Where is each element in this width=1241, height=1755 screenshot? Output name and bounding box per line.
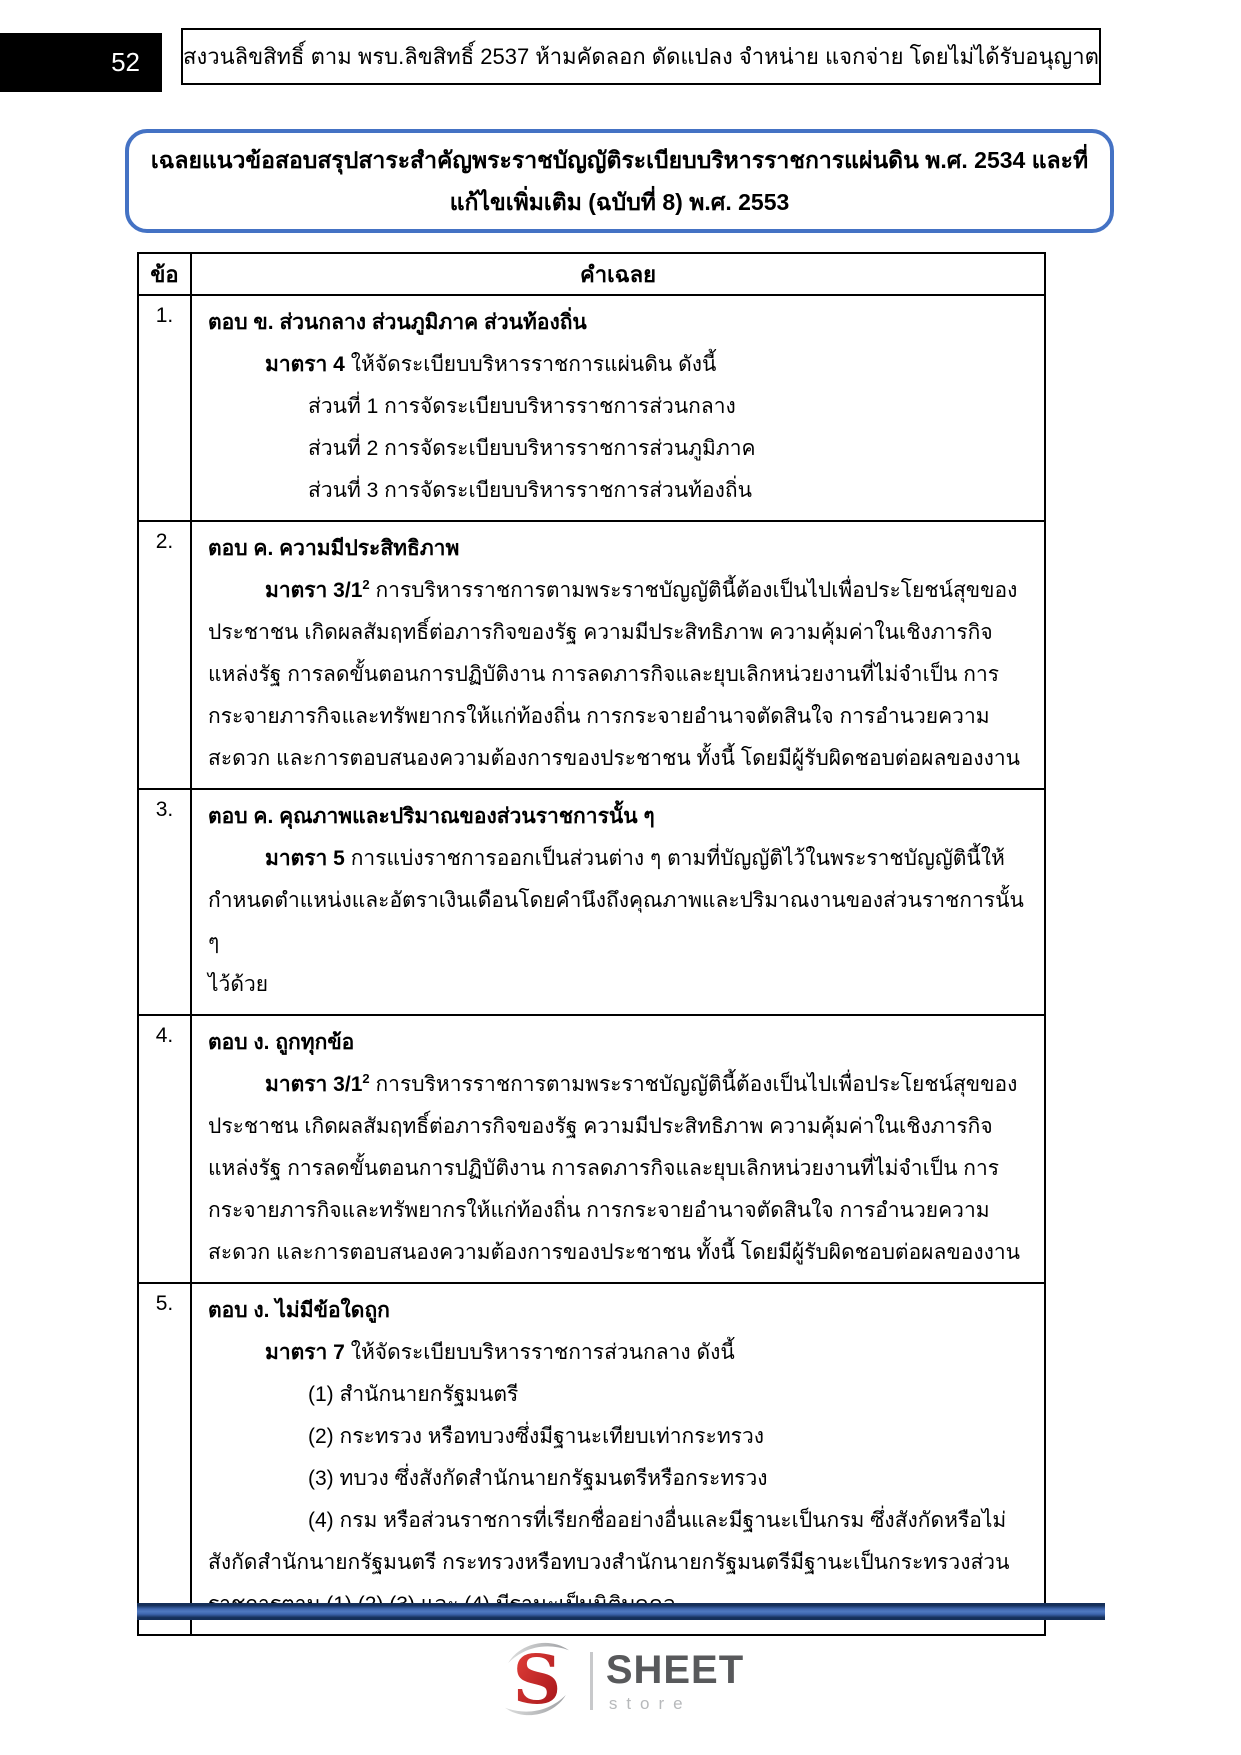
logo-text bbox=[606, 1650, 744, 1712]
answer-line: ส่วนที่ 1 การจัดระเบียบบริหารราชการส่วนกลาง bbox=[308, 395, 736, 418]
sheet-store-logo bbox=[0, 1636, 1241, 1726]
answer-cell bbox=[191, 1283, 1045, 1635]
answer-line: กระจายภารกิจและทรัพยากรให้แก่ท้องถิ่น การกระจายอำนาจตัดสินใจ การอำนวยความ bbox=[208, 705, 990, 728]
page-number: 52 bbox=[111, 47, 140, 77]
answer-table-body bbox=[138, 295, 1045, 1635]
answer-line: ประชาชน เกิดผลสัมฤทธิ์ต่อภารกิจของรัฐ ความมีประสิทธิภาพ ความคุ้มค่าในเชิงภารกิจ bbox=[208, 1115, 993, 1138]
answer-line: (4) กรม หรือส่วนราชการที่เรียกชื่ออย่างอื่นและมีฐานะเป็นกรม ซึ่งสังกัดหรือไม่ bbox=[308, 1509, 1007, 1532]
answer-line: ตอบ ข. ส่วนกลาง ส่วนภูมิภาค ส่วนท้องถิ่น bbox=[208, 311, 587, 334]
answer-line: (1) สำนักนายกรัฐมนตรี bbox=[308, 1383, 519, 1406]
answer-line: สังกัดสำนักนายกรัฐมนตรี กระทรวงหรือทบวงสำนักนายกรัฐมนตรีมีฐานะเป็นกระทรวงส่วน bbox=[208, 1551, 1010, 1574]
logo-sub-text: store bbox=[608, 1694, 692, 1713]
column-header-answer: คำเฉลย bbox=[191, 253, 1045, 295]
copyright-text: สงวนลิขสิทธิ์ ตาม พรบ.ลิขสิทธิ์ 2537 ห้ามคัดลอก ดัดแปลง จำหน่าย แจกจ่าย โดยไม่ได้รับอนุญาต bbox=[183, 44, 1099, 69]
answer-line: กำหนดตำแหน่งและอัตราเงินเดือนโดยคำนึงถึงคุณภาพและปริมาณงานของส่วนราชการนั้น ๆ bbox=[208, 889, 1024, 954]
answer-cell bbox=[191, 295, 1045, 521]
table-row bbox=[138, 295, 1045, 521]
answer-line: ส่วนที่ 2 การจัดระเบียบบริหารราชการส่วนภูมิภาค bbox=[308, 437, 756, 460]
column-header-number: ข้อ bbox=[138, 253, 191, 295]
logo-divider bbox=[590, 1652, 593, 1710]
logo-brand-text: SHEET bbox=[605, 1648, 745, 1692]
answer-line: (2) กระทรวง หรือทบวงซึ่งมีฐานะเทียบเท่ากระทรวง bbox=[308, 1425, 765, 1448]
page-title-line-1: เฉลยแนวข้อสอบสรุปสาระสำคัญพระราชบัญญัติระเบียบบริหารราชการแผ่นดิน พ.ศ. 2534 และที่ bbox=[150, 147, 1089, 173]
answer-line: ตอบ ค. คุณภาพและปริมาณของส่วนราชการนั้น ๆ bbox=[208, 805, 655, 828]
table-header-row bbox=[138, 253, 1045, 295]
answer-cell bbox=[191, 521, 1045, 789]
answer-line: ตอบ ค. ความมีประสิทธิภาพ bbox=[208, 537, 460, 560]
answer-cell bbox=[191, 789, 1045, 1015]
row-number: 1. bbox=[138, 295, 191, 521]
table-row bbox=[138, 1015, 1045, 1283]
answer-table bbox=[137, 252, 1046, 1636]
table-row bbox=[138, 521, 1045, 789]
answer-line: สะดวก และการตอบสนองความต้องการของประชาชน ทั้งนี้ โดยมีผู้รับผิดชอบต่อผลของงาน bbox=[208, 747, 1020, 770]
answer-cell bbox=[191, 1015, 1045, 1283]
answer-line: กระจายภารกิจและทรัพยากรให้แก่ท้องถิ่น การกระจายอำนาจตัดสินใจ การอำนวยความ bbox=[208, 1199, 990, 1222]
answer-line: ประชาชน เกิดผลสัมฤทธิ์ต่อภารกิจของรัฐ ความมีประสิทธิภาพ ความคุ้มค่าในเชิงภารกิจ bbox=[208, 621, 993, 644]
answer-line: มาตรา 4 ให้จัดระเบียบบริหารราชการแผ่นดิน ดังนี้ bbox=[265, 353, 717, 376]
answer-line: แหล่งรัฐ การลดขั้นตอนการปฏิบัติงาน การลดภารกิจและยุบเลิกหน่วยงานที่ไม่จำเป็น การ bbox=[208, 663, 1000, 686]
answer-line: มาตรา 5 การแบ่งราชการออกเป็นส่วนต่าง ๆ ตามที่บัญญัติไว้ในพระราชบัญญัตินี้ให้ bbox=[265, 847, 1005, 870]
answer-line: ตอบ ง. ไม่มีข้อใดถูก bbox=[208, 1299, 390, 1322]
copyright-box bbox=[181, 28, 1101, 85]
page-number-box bbox=[0, 33, 162, 92]
row-number: 4. bbox=[138, 1015, 191, 1283]
footer-rule-bar bbox=[137, 1603, 1105, 1620]
answer-line: มาตรา 7 ให้จัดระเบียบบริหารราชการส่วนกลาง ดังนี้ bbox=[265, 1341, 735, 1364]
row-number: 5. bbox=[138, 1283, 191, 1635]
answer-line: มาตรา $3/1^2$ การบริหารราชการตามพระราชบัญญัตินี้ต้องเป็นไปเพื่อประโยชน์สุขของ bbox=[265, 577, 1018, 602]
title-box bbox=[125, 129, 1114, 233]
answer-line: ตอบ ง. ถูกทุกข้อ bbox=[208, 1031, 355, 1054]
table-row bbox=[138, 789, 1045, 1015]
row-number: 3. bbox=[138, 789, 191, 1015]
page-title-line-2: แก้ไขเพิ่มเติม (ฉบับที่ 8) พ.ศ. 2553 bbox=[449, 189, 790, 215]
logo-s-icon bbox=[497, 1639, 577, 1724]
answer-line: แหล่งรัฐ การลดขั้นตอนการปฏิบัติงาน การลดภารกิจและยุบเลิกหน่วยงานที่ไม่จำเป็น การ bbox=[208, 1157, 1000, 1180]
answer-line: ไว้ด้วย bbox=[208, 973, 269, 996]
row-number: 2. bbox=[138, 521, 191, 789]
answer-line: สะดวก และการตอบสนองความต้องการของประชาชน ทั้งนี้ โดยมีผู้รับผิดชอบต่อผลของงาน bbox=[208, 1241, 1020, 1264]
svg-text:S: S bbox=[512, 1639, 562, 1719]
answer-line: มาตรา $3/1^2$ การบริหารราชการตามพระราชบัญญัตินี้ต้องเป็นไปเพื่อประโยชน์สุขของ bbox=[265, 1071, 1018, 1096]
answer-line: (3) ทบวง ซึ่งสังกัดสำนักนายกรัฐมนตรีหรือกระทรวง bbox=[308, 1467, 768, 1490]
answer-line: ส่วนที่ 3 การจัดระเบียบบริหารราชการส่วนท้องถิ่น bbox=[308, 479, 752, 502]
table-row bbox=[138, 1283, 1045, 1635]
